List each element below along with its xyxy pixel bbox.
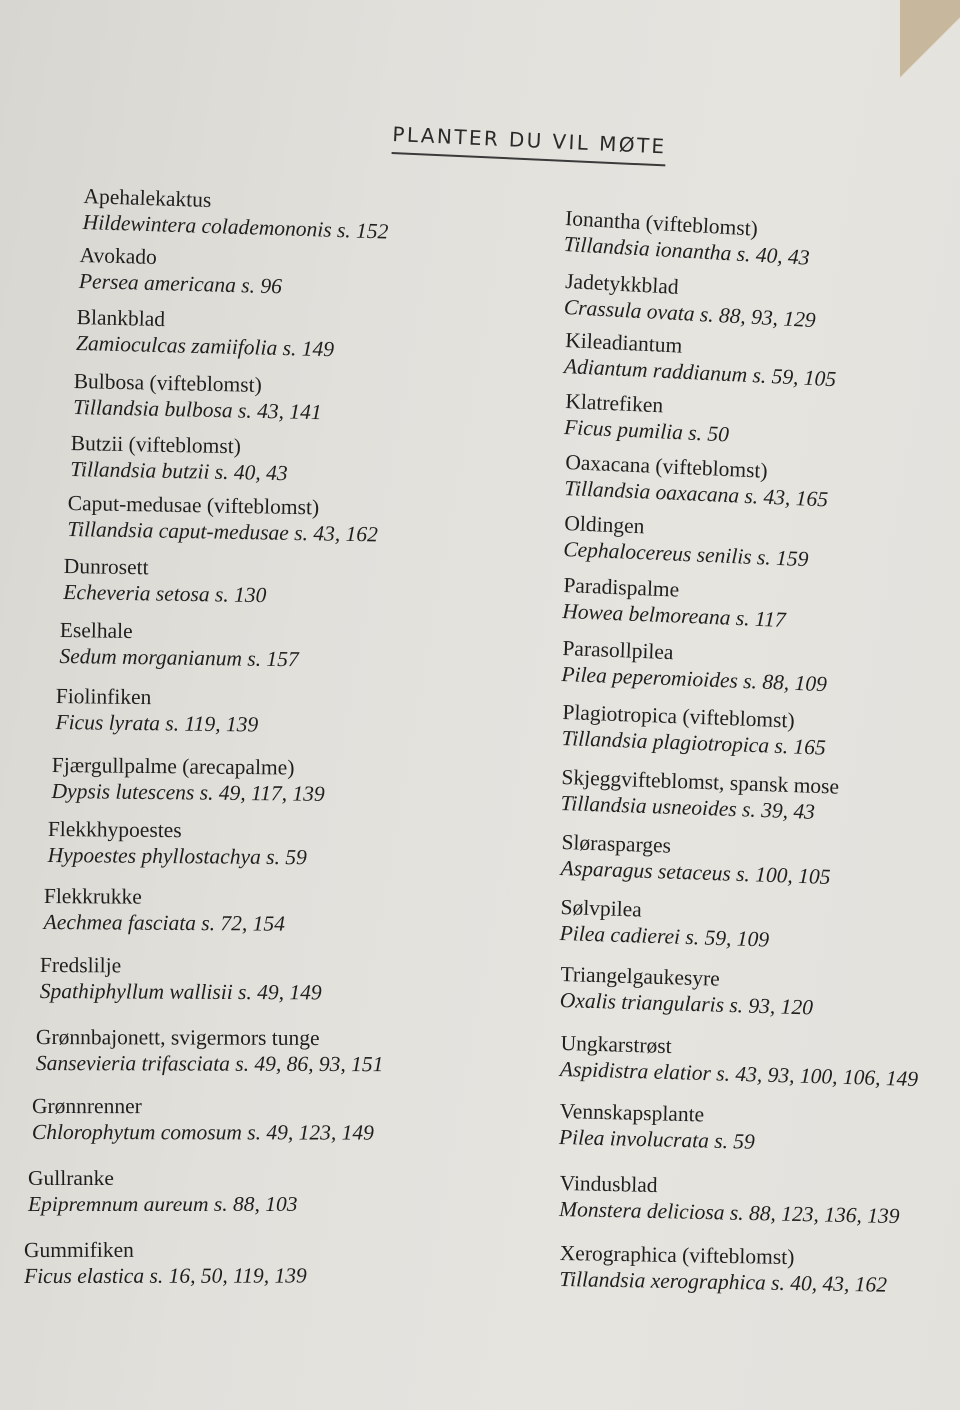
plant-common-name: Sølvpilea (560, 894, 643, 922)
plant-common-name: Eselhale (59, 617, 133, 644)
index-entry (562, 572, 787, 633)
plant-common-name: Vindusblad (559, 1170, 658, 1198)
plant-latin-name-pages: Echeveria setosa s. 130 (63, 579, 267, 608)
plant-latin-name-pages: Zamioculcas zamiifolia s. 149 (75, 330, 335, 362)
plant-common-name: Fiolinfiken (55, 683, 152, 710)
index-entry (44, 883, 286, 937)
plant-latin-name-pages: Pilea peperomioides s. 88, 109 (561, 661, 828, 697)
plant-common-name: Grønnbajonett, svigermors tunge (35, 1025, 320, 1050)
index-entry (67, 490, 378, 547)
index-entry (55, 683, 258, 737)
plant-common-name: Dunrosett (63, 553, 149, 580)
plant-latin-name-pages: Monstera deliciosa s. 88, 123, 136, 139 (558, 1196, 900, 1229)
plant-common-name: Flekkrukke (43, 884, 142, 909)
index-entry (559, 961, 814, 1020)
index-entry (560, 1030, 920, 1092)
plant-latin-name-pages: Tillandsia xerographica s. 40, 43, 162 (559, 1266, 888, 1297)
index-entry (560, 764, 839, 826)
index-entry (48, 816, 308, 870)
plant-common-name: Slørasparges (561, 829, 672, 858)
plant-common-name: Oldingen (563, 510, 645, 539)
plant-latin-name-pages: Tillandsia butzii s. 40, 43 (70, 456, 288, 486)
plant-common-name: Butzii (vifteblomst) (70, 430, 242, 459)
plant-common-name: Grønnrenner (31, 1094, 142, 1119)
plant-latin-name-pages: Aspidistra elatior s. 43, 93, 100, 106, 149 (559, 1056, 919, 1091)
index-entry (79, 242, 283, 299)
plant-latin-name-pages: Chlorophytum comosum s. 49, 123, 149 (31, 1120, 374, 1145)
index-entry (59, 617, 299, 672)
index-entry (70, 430, 288, 486)
plant-common-name: Fjærgullpalme (arecapalme) (51, 752, 295, 780)
plant-latin-name-pages: Cephalocereus senilis s. 159 (562, 536, 809, 572)
index-entry (32, 1093, 374, 1146)
index-entry (28, 1165, 298, 1217)
plant-latin-name-pages: Asparagus setaceus s. 100, 105 (560, 855, 831, 889)
index-entry (561, 699, 827, 761)
plant-common-name: Parasollpilea (562, 635, 674, 665)
plant-latin-name-pages: Ficus lyrata s. 119, 139 (55, 709, 259, 737)
index-entry (559, 1170, 900, 1229)
plant-latin-name-pages: Dypsis lutescens s. 49, 117, 139 (51, 778, 325, 806)
plant-common-name: Triangelgaukesyre (560, 961, 721, 991)
plant-common-name: Ionantha (vifteblomst) (564, 205, 759, 241)
plant-common-name: Ungkarstrøst (560, 1030, 673, 1059)
index-entry (24, 1237, 307, 1289)
index-entry (76, 304, 335, 362)
index-entry (82, 183, 389, 245)
plant-common-name: Bulbosa (vifteblomst) (73, 368, 263, 397)
plant-common-name: Oaxacana (vifteblomst) (564, 449, 769, 483)
index-entry (36, 1024, 384, 1077)
page-corner-background (900, 0, 960, 110)
plant-latin-name-pages: Ficus elastica s. 16, 50, 119, 139 (24, 1263, 307, 1288)
plant-latin-name-pages: Howea belmoreana s. 117 (561, 598, 787, 632)
plant-common-name: Blankblad (76, 304, 166, 332)
plant-latin-name-pages: Persea americana s. 96 (78, 268, 283, 299)
plant-common-name: Flekkhypoestes (47, 816, 182, 843)
index-entry (559, 1098, 756, 1155)
plant-latin-name-pages: Pilea involucrata s. 59 (558, 1124, 756, 1154)
index-entry (564, 388, 731, 447)
plant-latin-name-pages: Sansevieria trifasciata s. 49, 86, 93, 151 (35, 1050, 384, 1077)
plant-latin-name-pages: Hildewintera colademononis s. 152 (82, 209, 389, 244)
plant-common-name: Jadetykkblad (564, 268, 680, 299)
index-entry (40, 952, 322, 1005)
plant-common-name: Gullranke (28, 1166, 114, 1190)
plant-latin-name-pages: Hypoestes phyllostachya s. 59 (47, 842, 307, 870)
plant-common-name: Plagiotropica (vifteblomst) (562, 699, 796, 733)
index-entry (559, 894, 770, 953)
plant-latin-name-pages: Tillandsia caput-medusae s. 43, 162 (67, 516, 379, 547)
plant-latin-name-pages: Sedum morganianum s. 157 (59, 643, 299, 672)
index-entry (561, 635, 828, 697)
plant-common-name: Vennskapsplante (559, 1098, 705, 1127)
plant-common-name: Gummifiken (24, 1237, 134, 1262)
page-heading: PLANTER DU VIL MØTE (392, 122, 668, 166)
plant-latin-name-pages: Crassula ovata s. 88, 93, 129 (563, 294, 817, 333)
plant-latin-name-pages: Spathiphyllum wallisii s. 49, 149 (39, 978, 322, 1005)
plant-latin-name-pages: Ficus pumilia s. 50 (563, 414, 730, 447)
plant-latin-name-pages: Aechmea fasciata s. 72, 154 (43, 909, 286, 936)
plant-latin-name-pages: Pilea cadierei s. 59, 109 (559, 920, 770, 952)
plant-latin-name-pages: Adiantum raddianum s. 59, 105 (563, 353, 837, 392)
index-entry (51, 752, 325, 807)
index-entry (563, 510, 810, 572)
plant-common-name: Fredslilje (39, 953, 122, 978)
index-entry (560, 829, 832, 890)
plant-latin-name-pages: Tillandsia usneoides s. 39, 43 (560, 790, 816, 824)
index-entry (559, 1240, 888, 1298)
plant-latin-name-pages: Tillandsia ionantha s. 40, 43 (563, 231, 811, 270)
plant-latin-name-pages: Epipremnum aureum s. 88, 103 (28, 1192, 298, 1216)
plant-common-name: Apehalekaktus (83, 183, 212, 213)
plant-common-name: Xerographica (vifteblomst) (559, 1240, 795, 1270)
plant-common-name: Avokado (79, 242, 158, 270)
plant-latin-name-pages: Tillandsia oaxacana s. 43, 165 (563, 475, 829, 512)
plant-common-name: Kileadiantum (564, 327, 683, 358)
plant-common-name: Klatrefiken (564, 388, 664, 418)
index-entry (73, 368, 323, 425)
plant-common-name: Paradispalme (562, 572, 680, 602)
plant-common-name: Skjeggvifteblomst, spansk mose (561, 764, 840, 799)
plant-latin-name-pages: Tillandsia plagiotropica s. 165 (561, 725, 827, 760)
index-entry (564, 449, 830, 512)
plant-common-name: Caput-medusae (vifteblomst) (67, 490, 320, 520)
plant-latin-name-pages: Oxalis triangularis s. 93, 120 (559, 987, 814, 1020)
index-entry (63, 553, 267, 608)
plant-latin-name-pages: Tillandsia bulbosa s. 43, 141 (72, 394, 322, 425)
index-entry (563, 327, 838, 392)
index-entry (563, 268, 817, 333)
index-entry (563, 205, 812, 271)
